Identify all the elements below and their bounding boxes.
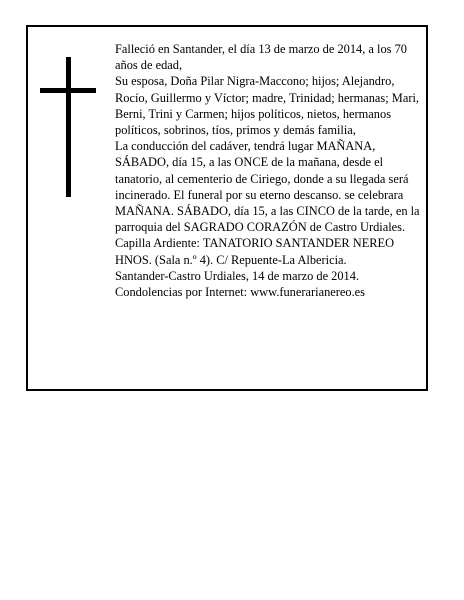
obituary-notice-frame (26, 25, 428, 391)
death-announcement: Falleció en Santander, el día 13 de marzo de 2014, a los 70 años de edad, (115, 42, 407, 73)
funeral-details: La conducción del cadáver, tendrá lugar MAÑANA, SÁBADO, día 15, a las ONCE de la mañana, desde el tanatorio, al cementerio de Ciriego, donde a su llegada será incinerado. El funeral por su eterno descanso. se celebrara MAÑANA. SÁBADO, día 15, a las CINCO de la tarde, en la parroquia del SAGRADO CORAZÓN de Castro Urdiales. Capilla Ardiente: TANATORIO SANTANDER NEREO HNOS. (Sala n.º 4). C/ Repuente-La Albericia. (115, 139, 420, 267)
obituary-text (115, 41, 423, 300)
condolences-line: Condolencias por Internet: www.funerarianereo.es (115, 285, 366, 300)
place-date: Santander-Castro Urdiales, 14 de marzo de 2014. (115, 268, 360, 283)
family-list: Su esposa, Doña Pilar Nigra-Maccono; hijos; Alejandro, Rocío, Guillermo y Víctor; madre, Trinidad; hermanas; Mari, Berni, Trini y Carmen; hijos políticos, nietos, hermanos políticos, sobrinos, tíos, primos y demás familia, (115, 74, 419, 138)
cross-icon (40, 57, 96, 197)
cross-vertical-bar (66, 57, 71, 197)
cross-horizontal-bar (40, 88, 96, 93)
